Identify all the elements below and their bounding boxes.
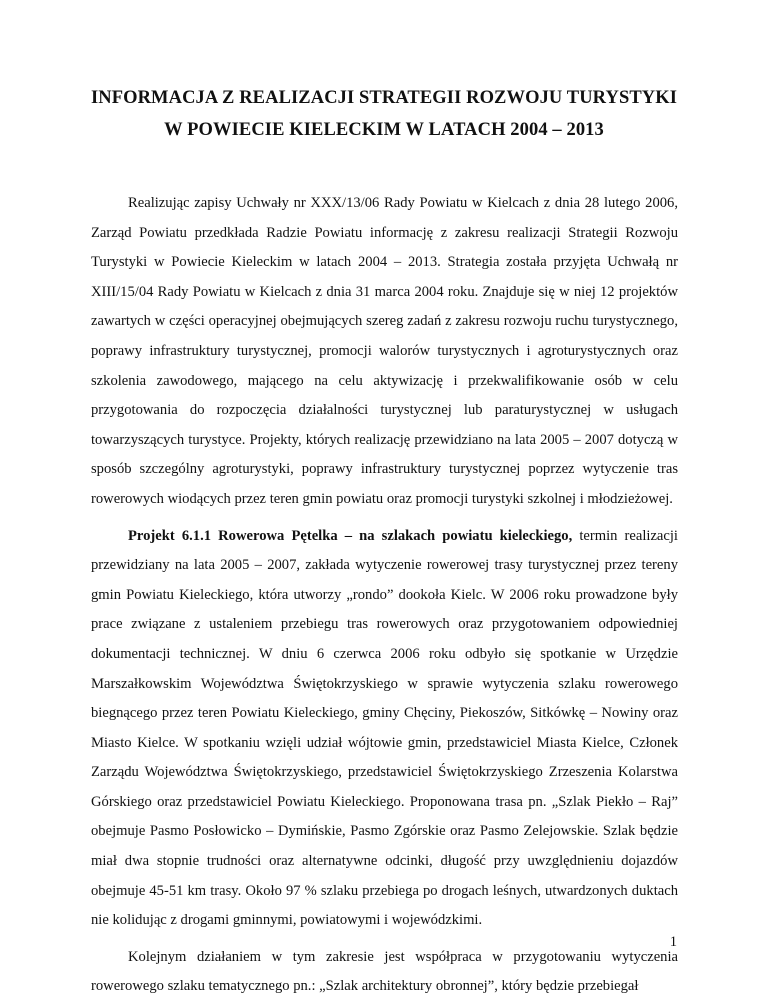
paragraph-next-actions: Kolejnym działaniem w tym zakresie jest współpraca w przygotowaniu wytyczenia rowerowego szlaku tematycznego pn.: „Szlak architektury obronnej”, który będzie przebiegał [91, 948, 678, 995]
page-number: 1 [669, 934, 677, 950]
paragraph-introduction: Realizując zapisy Uchwały nr XXX/13/06 Rady Powiatu w Kielcach z dnia 28 lutego 2006, Zarząd Powiatu przedkłada Radzie Powiatu informację z zakresu realizacji Strategii Rozwoju Turystyki w Powiecie Kieleckim w latach 2004 – 2013. Strategia została przyjęta Uchwałą nr XIII/15/04 Rady Powiatu w Kielcach z dnia 31 marca 2004 roku. Znajduje się w niej 12 projektów zawartych w części operacyjnej obejmujących szereg zadań z zakresu rozwoju ruchu turystycznego, poprawy infrastruktury turystycznej, promocji walorów turystycznych i agroturystycznych oraz szkolenia zawodowego, mającego na celu aktywizację i przekwalifikowanie osób w celu przygotowania do rozpoczęcia działalności turystycznej lub paraturystycznej w usługach towarzyszących turystyce. Projekty, których realizację przewidziano na lata 2005 – 2007 dotyczą w sposób szczególny agroturystyki, poprawy infrastruktury turystycznej poprzez wytyczenie tras rowerowych wiodących przez teren gmin powiatu oraz promocji turystyki szkolnej i młodzieżowej. [91, 195, 678, 507]
document-title-line-1: INFORMACJA Z REALIZACJI STRATEGII ROZWOJU TURYSTYKI [90, 88, 678, 108]
document-body [91, 189, 678, 1002]
document-title-line-2: W POWIECIE KIELECKIM W LATACH 2004 – 2013 [164, 120, 604, 140]
paragraph-project-6-1-1 [91, 522, 678, 936]
project-description: termin realizacji przewidziany na lata 2005 – 2007, zakłada wytyczenie rowerowej trasy turystycznej przez tereny gmin Powiatu Kieleckiego, która utworzy „rondo” dookoła Kielc. W 2006 roku prowadzone były prace związane z ustaleniem przebiegu tras rowerowych oraz przygotowaniem odpowiedniej dokumentacji technicznej. W dniu 6 czerwca 2006 roku odbyło się spotkanie w Urzędzie Marszałkowskim Województwa Świętokrzyskiego w sprawie wytyczenia szlaku rowerowego biegnącego przez teren Powiatu Kieleckiego, gminy Chęciny, Piekoszów, Sitkówkę – Nowiny oraz Miasto Kielce. W spotkaniu wzięli udział wójtowie gmin, przedstawiciel Miasta Kielce, Członek Zarządu Województwa Świętokrzyskiego, przedstawiciel Świętokrzyskiego Zrzeszenia Kolarstwa Górskiego oraz przedstawiciel Powiatu Kieleckiego. Proponowana trasa pn. „Szlak Piekło – Raj” obejmuje Pasmo Posłowicko – Dymińskie, Pasmo Zgórskie oraz Pasmo Zelejowskie. Szlak będzie miał dwa stopnie trudności oraz alternatywne odcinki, długość przy uwzględnieniu dojazdów obejmuje 45-51 km trasy. Około 97 % szlaku przebiega po drogach leśnych, utwardzonych duktach nie kolidując z drogami gminnymi, powiatowymi i wojewódzkimi. [91, 527, 678, 929]
project-heading: Projekt 6.1.1 Rowerowa Pętelka – na szlakach powiatu kieleckiego, [128, 527, 573, 544]
